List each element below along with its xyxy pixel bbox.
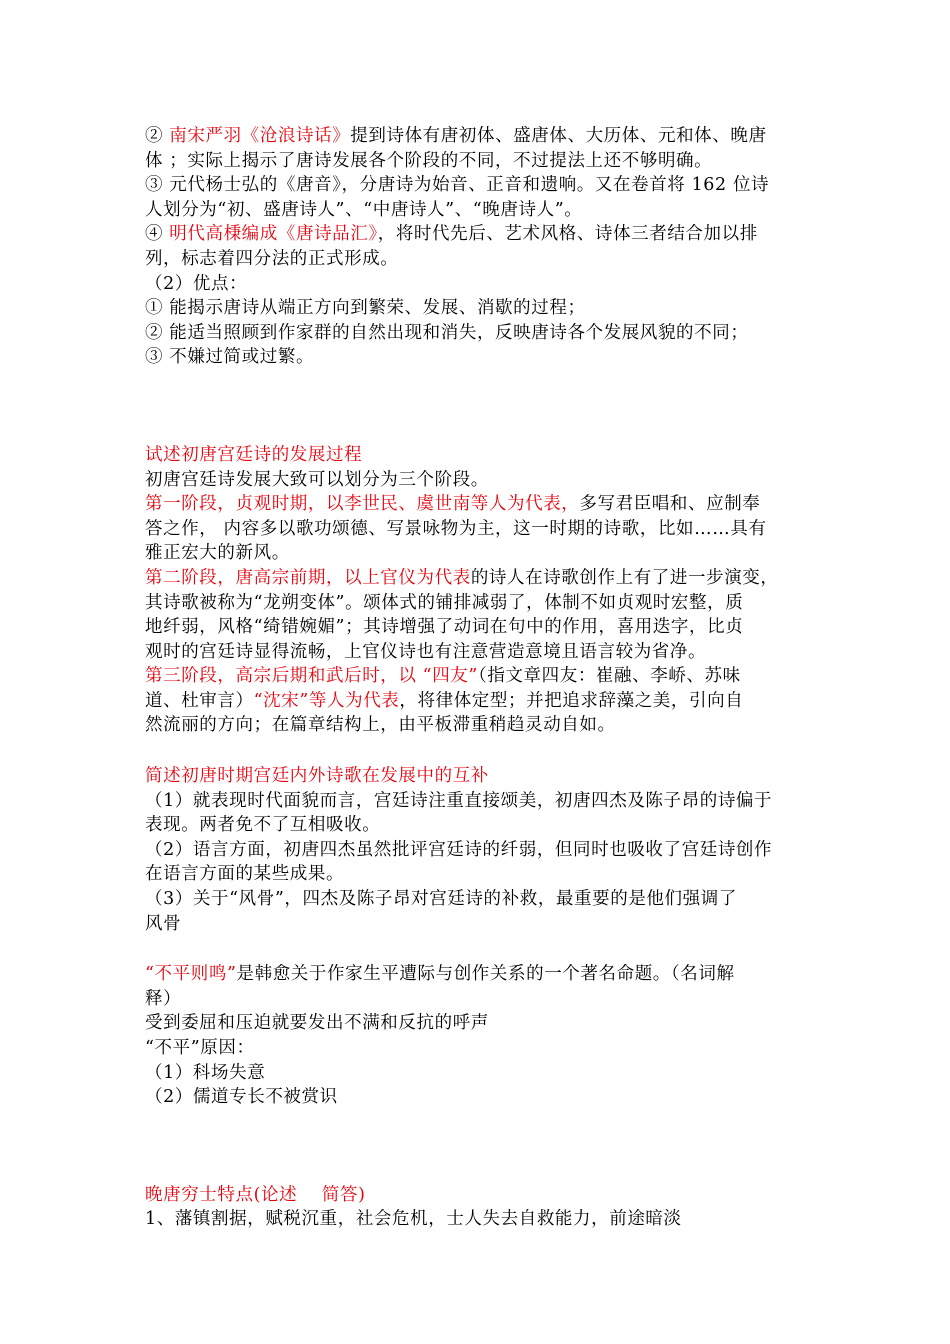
text-line [145,222,813,247]
highlighted-text: 明代高棅编成《唐诗品汇》 [169,224,378,245]
list-item: （1）科场失意 [145,1062,266,1083]
spacer [145,370,813,443]
text-line: “不平”原因： [145,1038,255,1058]
highlighted-text: 南宋严羽《沧浪诗话》 [169,126,351,146]
section-title: 试述初唐宫廷诗的发展过程 [145,444,363,465]
text-line: 表现。两者免不了互相吸收。 [145,815,381,836]
section-title: 晚唐穷士特点(论述 简答) [145,1184,366,1205]
body-text: ，将时代先后、艺术风格、诗体三者结合加以排 [377,224,758,245]
text-line: 其诗歌被称为“龙朔变体”。颂体式的铺排减弱了，体制不如贞观时宏整，质 [145,592,744,613]
text-line: 受到委屈和压迫就要发出不满和反抗的呼声 [145,1013,489,1034]
text-line: 人划分为“初、盛唐诗人”、“中唐诗人”、“晚唐诗人”。 [145,199,583,220]
list-marker: ④ [145,224,170,245]
body-text: 道、杜审言） [145,690,254,711]
text-line: 列，标志着四分法的正式形成。 [145,248,399,269]
list-item: ③ 不嫌过简或过繁。 [145,347,315,368]
text-line: 然流丽的方向；在篇章结构上，由平板滞重稍趋灵动自如。 [145,715,616,736]
subheading: （2）优点： [145,273,248,294]
text-line: （1）就表现时代面貌而言，宫廷诗注重直接颂美，初唐四杰及陈子昂的诗偏于 [145,790,773,811]
text-line: 1、藩镇割据，赋税沉重，社会危机，士人失去自救能力，前途暗淡 [145,1209,682,1230]
body-text: 是韩愈关于作家生平遭际与创作关系的一个著名命题。（名词解 [236,964,735,985]
text-line [145,689,813,714]
section-title: 简述初唐时期宫廷内外诗歌在发展中的互补 [145,766,489,787]
document-page [145,124,813,1232]
body-text: 的诗人在诗歌创作上有了进一步演变， [470,567,779,588]
highlighted-text: 第一阶段，贞观时期，以李世民、虞世南等人为代表， [145,494,580,515]
text-line: 体 ；实际上揭示了唐诗发展各个阶段的不同，不过提法上还不够明确。 [145,150,713,171]
text-line: （3）关于“风骨”，四杰及陈子昂对宫廷诗的补救，最重要的是他们强调了 [145,889,737,910]
list-marker: ② [145,126,170,146]
list-item: ① 能揭示唐诗从端正方向到繁荣、发展、消歇的过程； [145,298,586,319]
text-line: 雅正宏大的新风。 [145,543,290,564]
body-text: ，将律体定型；并把追求辞藻之美，引向自 [399,690,744,711]
highlighted-text: “沈宋”等人为代表 [253,690,400,711]
body-text: （指文章四友：崔融、李峤、苏味 [477,666,741,687]
highlighted-text: 第三阶段，高宗后期和武后时，以 “四友” [145,666,478,687]
spacer [145,1110,813,1183]
text-line: （2）语言方面，初唐四杰虽然批评宫廷诗的纤弱，但同时也吸收了宫廷诗创作 [145,839,773,860]
highlighted-text: “不平则鸣” [145,964,237,985]
text-line [145,124,813,149]
text-line [145,962,813,987]
text-line: 风骨 [145,913,182,934]
text-line [145,492,813,517]
text-line: 初唐宫廷诗发展大致可以划分为三个阶段。 [145,469,489,490]
body-text: 提到诗体有唐初体、盛唐体、大历体、元和体、晚唐 [350,126,767,146]
text-line: ③ 元代杨士弘的《唐音》，分唐诗为始音、正音和遗响。又在卷首将 162 位诗 [145,175,770,196]
text-line: 在语言方面的某些成果。 [145,864,345,885]
text-line: 答之作， 内容多以歌功颂德、写景咏物为主，这一时期的诗歌，比如……具有 [145,518,767,539]
highlighted-text: 第二阶段，唐高宗前期，以上官仪为代表 [145,567,471,588]
spacer [145,936,813,962]
text-line [145,566,813,591]
spacer [145,738,813,764]
text-line: 释） [145,988,182,1009]
list-item: ② 能适当照顾到作家群的自然出现和消失，反映唐诗各个发展风貌的不同； [145,322,749,343]
text-line [145,664,813,689]
body-text: 多写君臣唱和、应制奉 [579,494,761,515]
text-line: 观时的宫廷诗显得流畅，上官仪诗也有注意营造意境且语言较为省净。 [145,641,707,662]
text-line: 地纤弱，风格“绮错婉媚”；其诗增强了动词在句中的作用，喜用迭字，比贞 [145,617,744,638]
list-item: （2）儒道专长不被赏识 [145,1087,338,1108]
